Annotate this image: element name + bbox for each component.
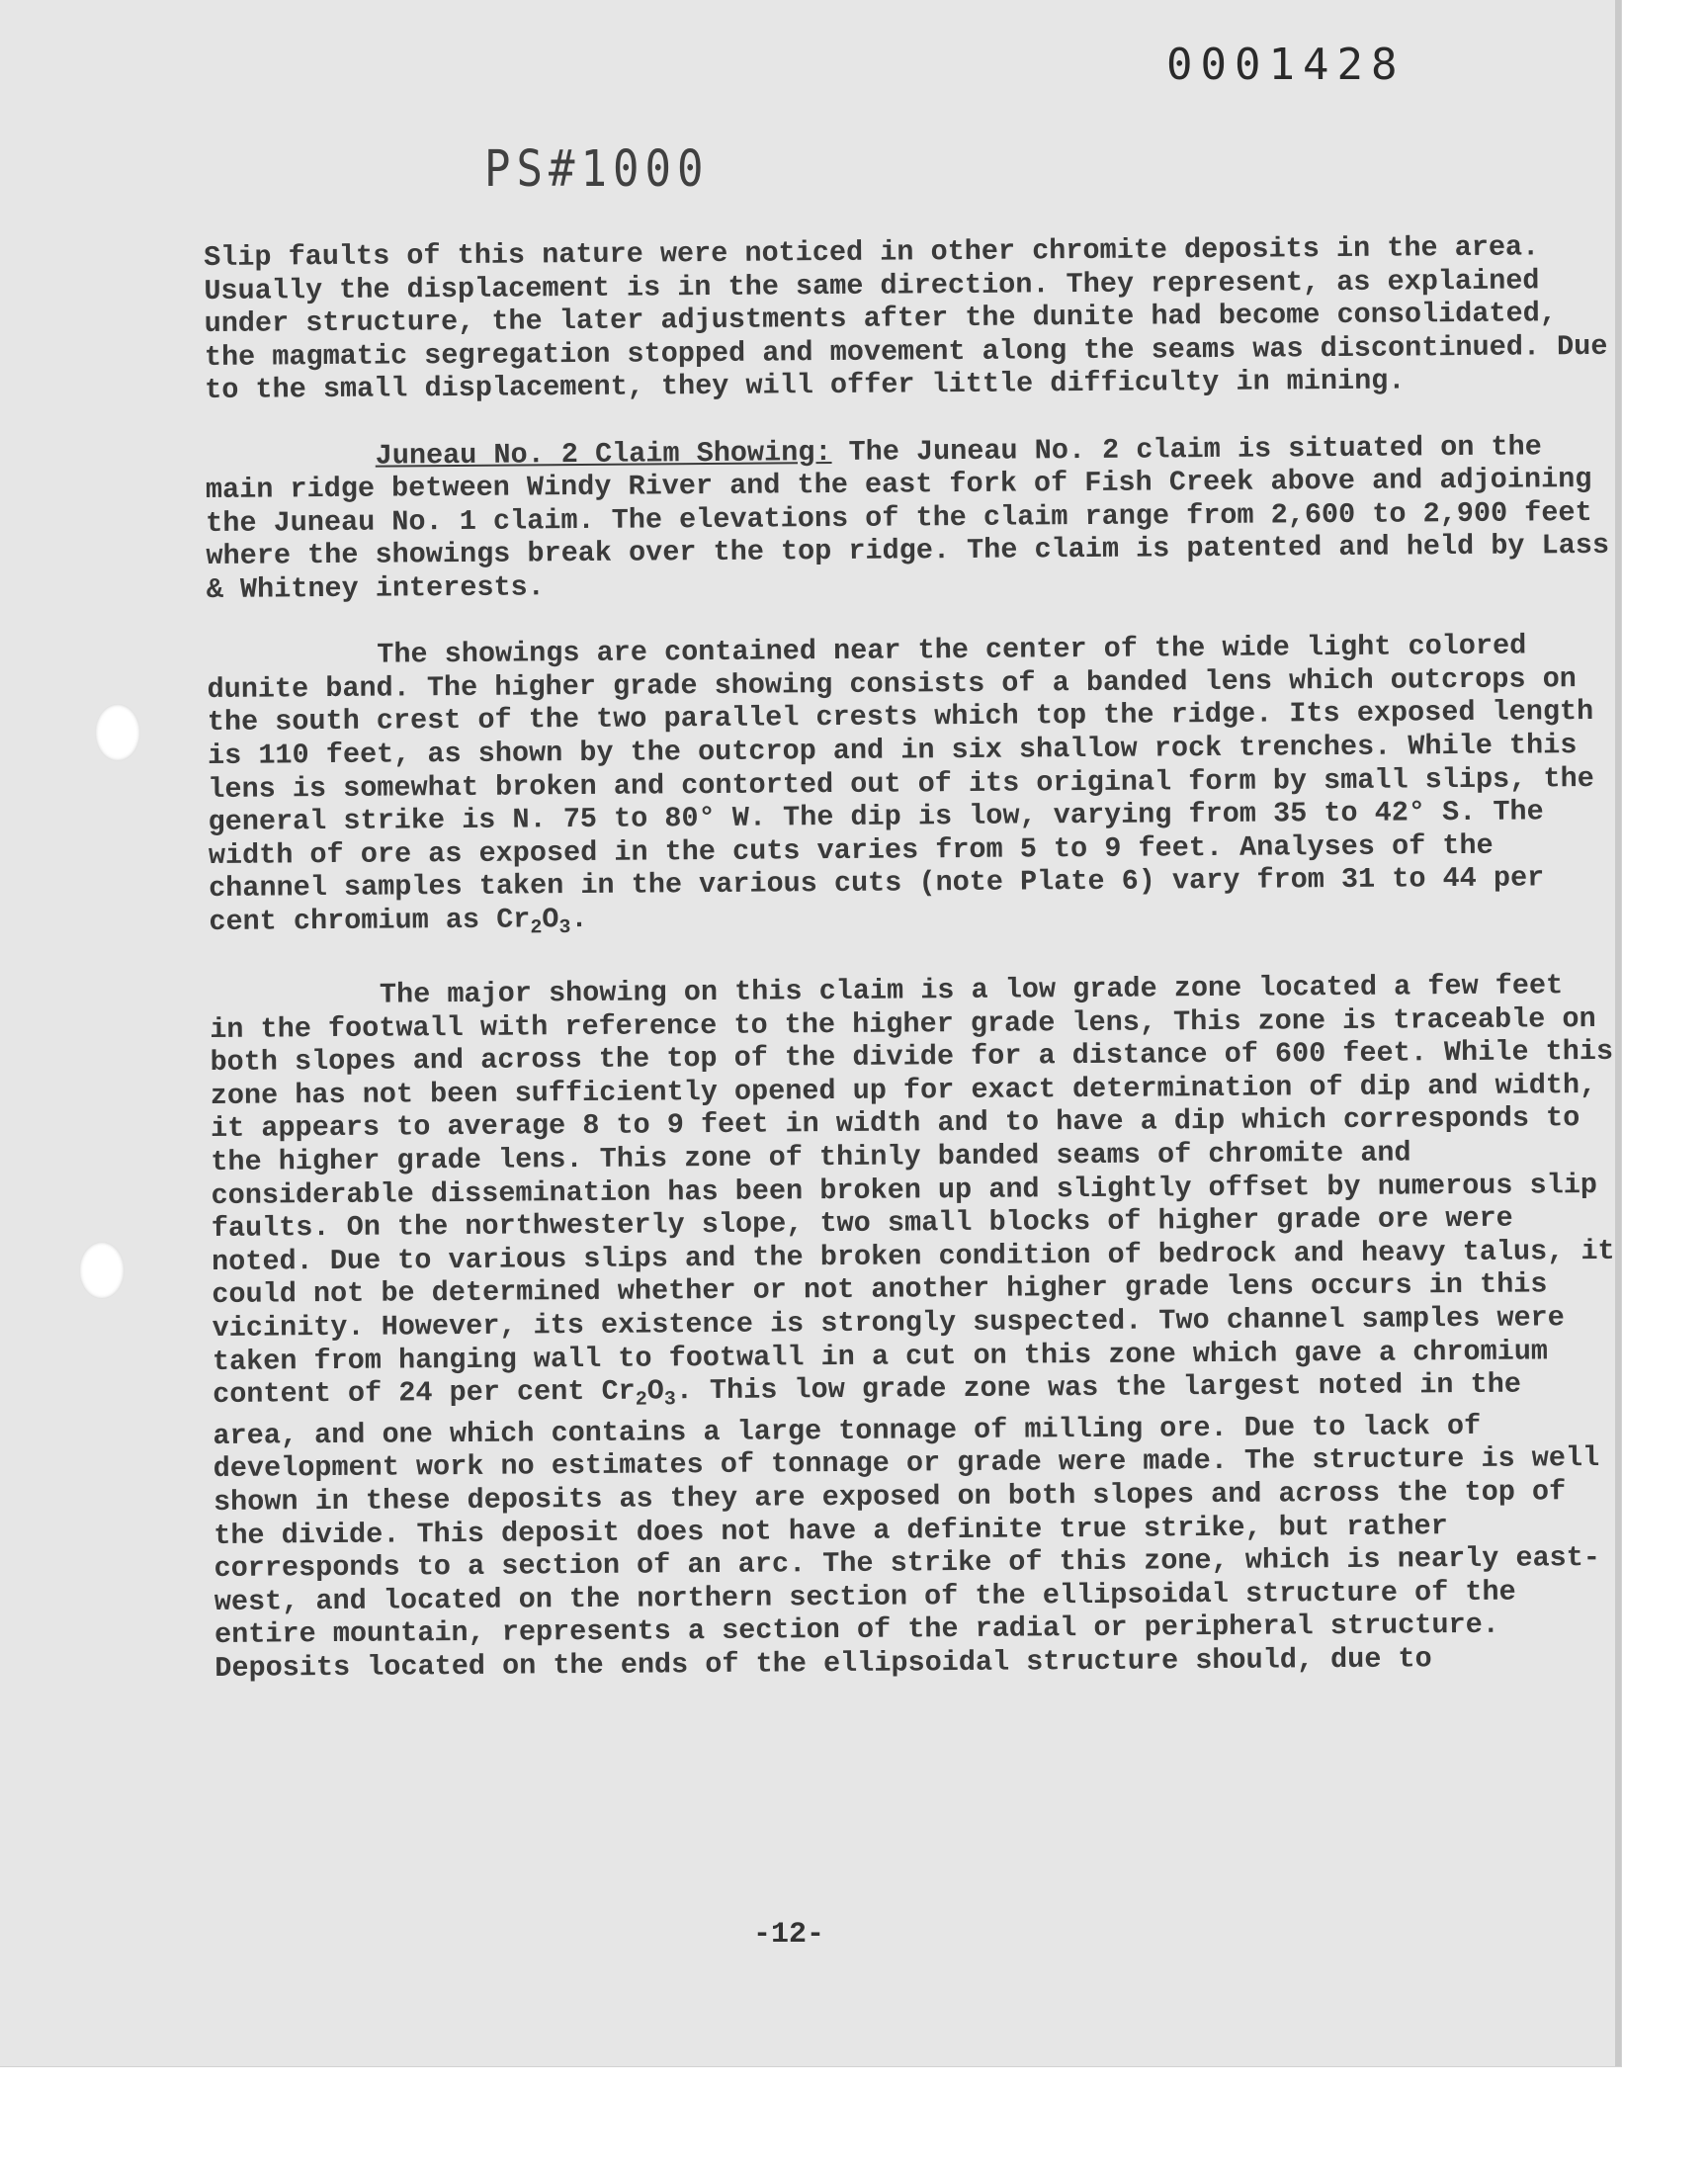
- paragraph-text: The Juneau No. 2 claim is situated on the main ridge between Windy River and the east fork of Fish Creek above and adjoining the Juneau No. 1 claim. The elevations of the claim range from 2,600 to 2,900 feet where the showings break over the top ridge. The claim is patented and held by Lass & Whitney interests.: [205, 429, 1610, 606]
- punch-hole: [95, 704, 140, 761]
- formula-element: O: [542, 903, 559, 936]
- document-number: 0001428: [1166, 40, 1406, 90]
- paragraph-text: The showings are contained near the center of the wide light colored dunite band. The higher grade showing consists of a banded lens which outcrops on the south crest of the two parallel crests which top the ridge. Its exposed length is 110 feet, as shown by the outcrop and in six shallow rock trenches. While this lens is somewhat broken and contorted out of its original form by small slips, the general strike is N. 75 to 80° W. The dip is low, varying from 35 to 42° S. The width of ore as exposed in the cuts varies from 5 to 9 feet. Analyses of the channel samples taken in the various cuts (note Plate 6) vary from 31 to 44 per cent chromium as Cr: [207, 629, 1594, 938]
- paragraph-juneau-claim: [206, 429, 1610, 606]
- punch-hole: [79, 1242, 125, 1299]
- subscript: 3: [558, 914, 571, 939]
- paragraph-slip-faults: Slip faults of this nature were noticed in other chromite deposits in the area. Usually the displacement is in the same direction. They represent, as explained under structure, the later adjustments after the dunite had become consolidated, the magmatic segregation stopped and movement along the seams was discontinued. Due to the small displacement, they will offer little difficulty in mining.: [204, 230, 1608, 407]
- paragraph-text: . This low grade zone was the largest noted in the area, and one which contains a large tonnage of milling ore. Due to lack of development work no estimates of tonnage or grade were made. The structure is well shown in these deposits as they are exposed on both slopes and across the top of the divide. This deposit does not have a definite true strike, but rather corresponds to a section of an arc. The strike of this zone, which is nearly east-west, and located on the northern section of the ellipsoidal structure of the entire mountain, represents a section of the radial or peripheral structure. Deposits located on the ends of the ellipsoidal structure should, due to: [213, 1367, 1601, 1685]
- paragraph-major-showing: [210, 969, 1619, 1686]
- body-text: [204, 230, 1619, 1718]
- section-heading: Juneau No. 2 Claim Showing:: [375, 435, 832, 473]
- formula-element: O: [646, 1374, 664, 1408]
- ps-number: PS#1000: [484, 140, 710, 199]
- paragraph-text: The major showing on this claim is a low grade zone located a few feet in the footwall with reference to the higher grade lens, This zone is traceable on both slopes and across the top of the divide for a distance of 600 feet. While this zone has not been sufficiently opened up for exact determination of dip and width, it appears to average 8 to 9 feet in width and to have a dip which corresponds to the higher grade lens. This zone of thinly banded seams of chromite and considerable dissemination has been broken up and slightly offset by numerous slip faults. On the northwesterly slope, two small blocks of higher grade ore were noted. Due to various slips and the broken condition of bedrock and heavy talus, it could not be determined whether or not another higher grade lens occurs in this vicinity. However, its existence is strongly suspected. Two channel samples were taken from hanging wall to footwall in a cut on this zone which gave a chromium content of 24 per cent Cr: [210, 969, 1615, 1412]
- page-edge-shadow: [1615, 0, 1621, 2066]
- page-number: -12-: [753, 1918, 825, 1952]
- paragraph-showings: [207, 629, 1612, 946]
- paragraph-end: .: [570, 902, 588, 935]
- subscript: 2: [635, 1387, 647, 1411]
- subscript: 3: [663, 1387, 676, 1411]
- subscript: 2: [530, 915, 543, 939]
